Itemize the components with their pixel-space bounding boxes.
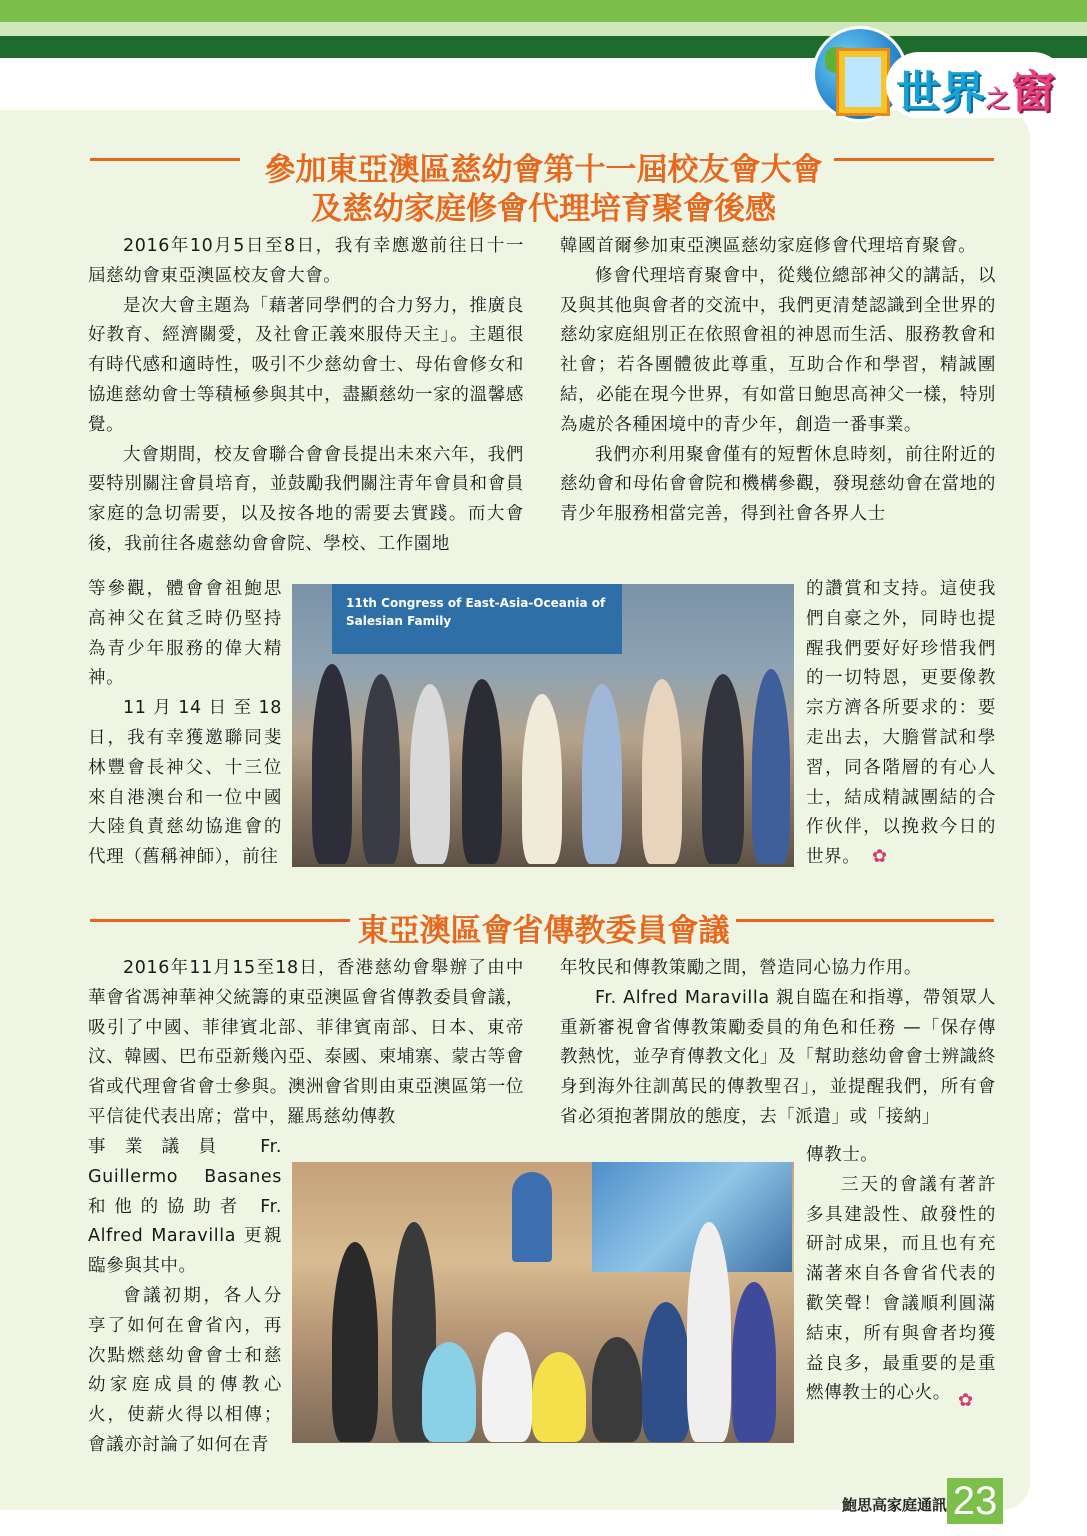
publication-name: 鮑思高家庭通訊 (842, 1496, 948, 1514)
paragraph: 會議初期，各人分享了如何在會省內，再次點燃慈幼會會士和慈幼家庭成員的傳教心火，使薪火得以相傳；會議亦討論了如何在青 (88, 1285, 282, 1455)
photo-banner: 11th Congress of East-Asia-Oceania of Salesian Family (332, 584, 622, 654)
article1-right-column (560, 232, 996, 530)
paragraph: 三天的會議有著許多具建設性、啟發性的研討成果，而且也有充滿著來自各會省代表的歡笑聲！會議順利圓滿結束，所有與會者均獲益良多，最重要的是重燃傳教士的心火。 (806, 1174, 996, 1404)
article1-left-column (88, 232, 524, 560)
madonna-statue (512, 1172, 552, 1262)
bosco-emblem-icon: ✿ (958, 1390, 974, 1411)
article1-title-line1: 參加東亞澳區慈幼會第十一屆校友會大會 (264, 152, 823, 188)
window-to-world-logo (812, 18, 1072, 138)
paragraph: 年牧民和傳教策勵之間，營造同心協力作用。 (560, 958, 922, 978)
article1-title-line2: 及慈幼家庭修會代理培育聚會後感 (311, 191, 776, 227)
logo-text: 世界之窗 (896, 67, 1056, 118)
paragraph: 傳教士。 (806, 1145, 879, 1165)
paragraph: 修會代理培育聚會中，從幾位總部神父的講話，以及與其他與會者的交流中，我們更清楚認識到全世界的慈幼家庭組別正在依照會祖的神恩而生活、服務教會和社會；若各團體彼此尊重，互助合作和學習，精誠團結，必能在現今世界，有如當日鮑思高神父一樣，特別為處於各種困境中的青少年，創造一番事業。 (560, 265, 996, 435)
page-number: 23 (947, 1478, 1003, 1524)
paragraph: 我們亦利用聚會僅有的短暫休息時刻，前往附近的慈幼會和母佑會會院和機構參觀，發現慈幼會在當地的青少年服務相當完善，得到社會各界人士 (560, 444, 996, 525)
window-frame-icon (836, 48, 890, 116)
stained-glass-window (592, 1162, 792, 1272)
bosco-emblem-icon: ✿ (872, 846, 888, 867)
paragraph: 的讚賞和支持。這使我們自豪之外，同時也提醒我們要好好珍惜我們的一切特恩，更要像教宗方濟各所要求的：要走出去，大膽嘗試和學習，同各階層的有心人士，結成精誠團結的合作伙伴，以挽救今日的世界。 (806, 579, 996, 868)
article1-right-narrow-column (806, 575, 996, 873)
paragraph: 2016年11月15至18日，香港慈幼會舉辦了由中華會省馮神華神父統籌的東亞澳區會省傳教委員會議，吸引了中國、菲律賓北部、菲律賓南部、日本、東帝汶、韓國、巴布亞新幾內亞、泰國、柬埔寨、蒙古等會省或代理會省會士參與。澳洲會省則由東亞澳區第一位平信徒代表出席；當中，羅馬慈幼傳教 (88, 958, 524, 1127)
paragraph: 等參觀，體會會祖鮑思高神父在貧乏時仍堅持為青少年服務的偉大精神。 (88, 579, 282, 689)
paragraph: 2016年10月5日至8日，我有幸應邀前往日十一屆慈幼會東亞澳區校友會大會。 (88, 236, 524, 286)
paragraph: 韓國首爾參加東亞澳區慈幼家庭修會代理培育聚會。 (560, 236, 977, 256)
article2-left-narrow-column (88, 1133, 282, 1461)
congress-group-photo (292, 584, 794, 867)
article2-title: 東亞澳區會省傳教委員會議 (357, 913, 730, 949)
paragraph: 大會期間，校友會聯合會會長提出未來六年，我們要特別關注會員培育，並鼓勵我們關注青年會員和會員家庭的急切需要，以及按各地的需要去實踐。而大會後，我前往各處慈幼會會院、學校、工作園地 (88, 444, 524, 554)
paragraph: 是次大會主題為「藉著同學們的合力努力，推廣良好教育、經濟關愛，及社會正義來服侍天主」。主題很有時代感和適時性，吸引不少慈幼會士、母佑會修女和協進慈幼會士等積極參與其中，盡顯慈幼一家的溫馨感覺。 (88, 295, 524, 435)
article2-right-column (560, 954, 996, 1133)
article2-right-narrow-column (806, 1141, 996, 1409)
paragraph: Fr. Alfred Maravilla 親自臨在和指導，帶領眾人重新審視會省傳教策勵委員的角色和任務 —「保存傳教熱忱，並孕育傳教文化」及「幫助慈幼會會士辨識終身到海外往訓萬民的傳教聖召」，並提醒我們，所有會省必須抱著開放的態度，去「派遣」或「接納」 (560, 987, 996, 1127)
paragraph: 11月14日至18日，我有幸獲邀聯同斐林豐會長神父、十三位來自港澳台和一位中國大陸負責慈幼協進會的代理（舊稱神師），前往 (88, 698, 282, 868)
article1-left-narrow-column (88, 575, 282, 873)
paragraph: 事業議員 Fr. Guillermo Basanes 和他的協助者 Fr. Alfred Maravilla 更親臨參與其中。 (88, 1137, 282, 1277)
mission-meeting-group-photo (292, 1162, 794, 1443)
article2-left-column (88, 954, 524, 1133)
